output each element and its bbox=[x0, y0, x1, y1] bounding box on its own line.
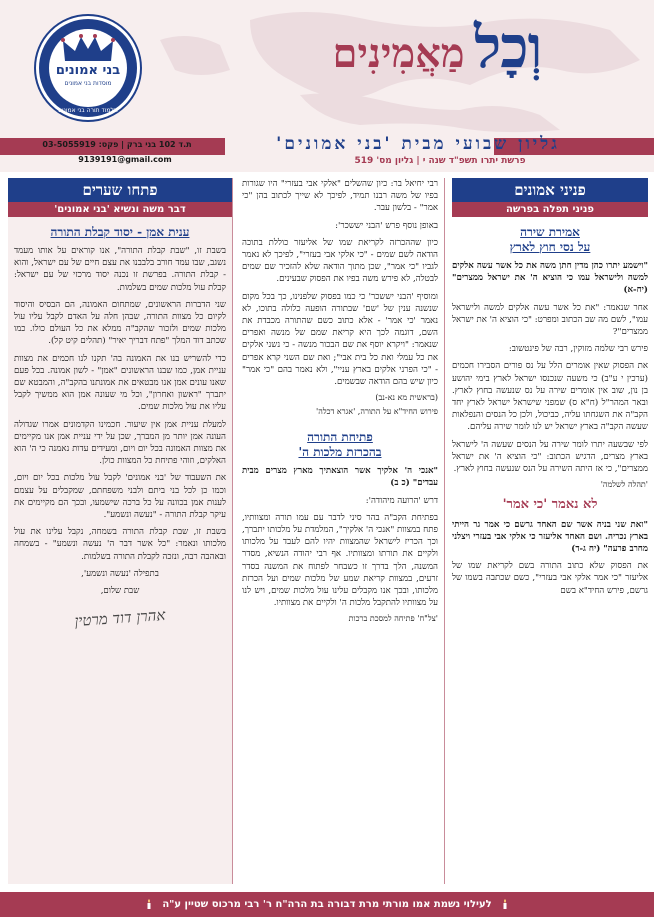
masthead bbox=[232, 13, 642, 118]
candle-icon bbox=[500, 899, 510, 909]
verse-quote: "ואת שני בניה אשר שם האחד גרשם כי אמר גר הייתי בארץ נכריה. ושם האחד אליעזר כי אלקי אבי בעזרי ויצלני מחרב פרעה" (יח ג-ד) bbox=[452, 519, 648, 554]
paragraph: את הפסוק שאין אומרים הלל על נס פורים הסבירו חכמים (ערכין י ע"ב) כי משעה שנכנסו ישראל לארץ בימי יהושע בן נון, שוב אין אומרים שירה על נס שנעשה בחוץ לארץ. ובאר המהר"ל (ח"א ס) שמפני שישראל ישראל לארץ יחד הקב"ה את השגחתו עליה, כביכול, ולכן כל הנסים והנפלאות שעשה הקב"ה בארץ ישראל יש לנו לומר שירה עליהם. bbox=[452, 361, 648, 433]
section-title-line1: אמירת שירה bbox=[520, 225, 580, 239]
column-subheading: דבר משה ונשיא 'בני אמונים' bbox=[8, 202, 232, 217]
column-pninei-emunim bbox=[452, 178, 648, 884]
verse-quote: "אנכי ה' אלקיך אשר הוצאתיך מארץ מצרים מבית עבדים" (כ ב) bbox=[242, 466, 438, 489]
paragraph: ומוסיף 'הבני יששכר' כי כמו בפסוק שלפנינו, כך בכל מקום שנשנה ענין של 'שם' שבתורה הופעה כלולה בתוכו, לא נאמר 'כי אמר' - אלא כתוב כשם שהתורה מכבדת את השם, דוגמה לכך היא קריאת שמם של מנשה ואפרים שנאמר: "ויקרא יוסף את שם הבכור מנשה - כי נשני אלקים את כל עמלי ואת כל בית אבי"; ואת שם השני קרא אפרים - "כי הפרני אלקים בארץ עניי", ולא נאמר בהם "כי אמר" כיון שיש בהם הודאה שבשמים. bbox=[242, 291, 438, 388]
column-heading: פניני אמונים bbox=[452, 178, 648, 202]
closing-line: בתפילה 'נעשה ונשמע', bbox=[81, 568, 159, 579]
crown-icon bbox=[61, 33, 115, 63]
logo-name: בני אמונים bbox=[55, 63, 121, 78]
source-note: 'תהלה לשלמה' bbox=[600, 480, 648, 490]
masthead-subtitle: גליון שבועי מבית 'בני אמונים' bbox=[276, 134, 560, 154]
section-title-line2: על נסי חוץ לארץ bbox=[509, 240, 591, 254]
column-subheading: פניני תפלה בפרשה bbox=[452, 202, 648, 217]
column-heading: פתחו שערים bbox=[8, 178, 232, 202]
logo bbox=[36, 16, 140, 120]
dedication-text: לעילוי נשמת אמו מורתי מרת דבורה בת הרה"ח ר' רבי מרכוס שטיין ע"ה bbox=[162, 899, 492, 910]
paragraph: רבי יחיאל בר: כיון שהשלים "אלקי אבי בעזרי" היו שגורות בפיו של משה רבנו תמיד, לפיכך לא שייך לכתוב בהן "כי אמר" - בלשון עבר. bbox=[242, 179, 438, 214]
candle-icon bbox=[144, 899, 154, 909]
paragraph: דרש 'הרועה מיהודה': bbox=[365, 495, 438, 506]
masthead-word-vechol: וְכָל bbox=[474, 13, 542, 81]
paragraph: את השעבוד של 'בני אמונים' לקבל עול מלכות בכל יום ויום, וכמו כן לכל בני ביתם ולבני משפחתם, שמקבלים על עצמם לענות אמן בכוונה על כל ברכה שישמעו, ובכך הם מקיימים את עיקר קבלת התורה - "נעשה ונשמע". bbox=[14, 473, 226, 521]
paragraph: שני הדברות הראשונים, שמתחום האמונה, הם הבסיס והיסוד לקיום כל מצוות התורה, שבהן חלה על האדם לקבל עליו עול מלכות שמים ולזכור שהקב"ה ממלא את כל העולם כולו. כמו שכתב דוד המלך "פתח דבריך יאיר" (תהלים קיט קל). bbox=[14, 299, 226, 347]
paragraph: בשבת זו, שבת קבלת התורה בשמחה, נקבל עלינו את עול מלכותו ונאמר: "כל אשר דבר ה' נעשה ונשמע" - בשמחה ובאהבה רבה, ונזכה לקבלת התורה בשלמות. bbox=[14, 527, 226, 562]
logo-subtitle: מוסדות בני אמונים bbox=[64, 80, 112, 87]
column-middle bbox=[242, 178, 438, 884]
issue-line: פרשת יתרו תשפ"ד שנה י | גליון מס' 519 bbox=[354, 156, 526, 166]
logo-ring-text: תלמוד תורה בני אמונים bbox=[58, 107, 118, 114]
paragraph: כדי להשריש בנו את האמונה בה' תקנו לנו חכמים את מצוות עניית אמן, כמו שבנו הראשונים "אמן" - לשון אמונה. בכל פעם שאנו עונים אמן אנו מבטאים את אמונתנו בהקב"ה, והמבטא שם יתברך "ראשון ואחרון", וכל מי שעונה אמן הוא ממשיך לקבל עליו את עול מלכות שמים. bbox=[14, 353, 226, 413]
contact-email[interactable]: 9139191@gmail.com bbox=[78, 155, 172, 164]
content-area bbox=[8, 178, 648, 884]
contact-info: ת.ד 102 בני ברק | פקס: 03-5055919 bbox=[42, 140, 192, 149]
signature: אהרן דוד מרטין bbox=[73, 606, 166, 631]
paragraph: באופן נוסף פרש 'הבני יששכר': bbox=[335, 220, 438, 231]
header bbox=[0, 0, 654, 172]
masthead-word-maaminim: מַאֲמִינִים bbox=[332, 30, 465, 77]
paragraph: בפתיחת הקב"ה בהר סיני לדבר עם עמו תורה ומצוותיו, פתח במצוות "אנכי ה' אלקיך", המלמדת על מלכותו יתברך, וכך הכריז לישראל שהמצוות יהיו להם לעבד על מלכותו ולקיים את תורתו ומצוותיו. אף רבי יהודה הנשיא, מסדר המשנה, הלך בדרך זו כשבחר לפתוח את המשנה בסדר זרעים, במצוות קריאת שמע של מלכות שמים ועל הכרזת מלכותו, ובכך אנו מקבלים עלינו עול מלכות שמים, ויש לנו על מצוותיו להתקבל מלכות ה' ולקיים את מצוותיו. bbox=[242, 512, 438, 609]
column-divider bbox=[232, 178, 233, 884]
paragraph: פירש רבי שלמה מזוקין, רבה של פינטשוב: bbox=[508, 344, 648, 355]
paragraph: אחר שנאמר: "את כל אשר עשה אלקים למשה ולישראל עמו", לשם מה שב הכתוב ומפרט: "כי הוציא ה' את ישראל ממצרים"? bbox=[452, 302, 648, 338]
column-pitchu-shearim bbox=[8, 178, 232, 884]
section-title-line1: פתיחת התורה bbox=[307, 430, 373, 445]
dedication-footer bbox=[0, 892, 654, 917]
verse-quote: "וישמע יתרו כהן מדין חתן משה את כל אשר עשה אלקים למשה ולישראל עמו כי הוציא ה' את ישראל ממצרים" (יח-א) bbox=[452, 261, 648, 296]
section-title: לא נאמר 'כי אמר' bbox=[502, 497, 598, 513]
column-divider bbox=[444, 178, 445, 884]
section-title-line2: בהכרזת מלכות ה' bbox=[298, 445, 382, 460]
source-note: 'צל"ח' פתיחה למסכת ברכות bbox=[348, 614, 438, 624]
paragraph: בשבת זו, "שבת קבלת התורה", אנו קוראים על אותו מעמד נשגב, שבו עמד חורב בלבבנו את עצם חיים של עם ישראל, והוא - קבלת התורה. בפרשת זו נכנה יסוד מרכזי של עם ישראל: קבלת עול מלכות שמים בשלמות. bbox=[14, 246, 226, 293]
closing-greeting: שבת שלום, bbox=[100, 586, 140, 597]
source-note: (בראשית מא נא-נב) bbox=[375, 393, 438, 403]
paragraph: את הפסוק שלא כתוב התורה בשם לקריאת שמו של אליעזר "כי אמר אלקי אבי בעזרי", כשם שכתבה בשמו של גרשם, פירש החיד"א בשם bbox=[452, 561, 648, 596]
paragraph: לפי שבשעה יתרו לומר שירה על הנסים שעשה ה' לישראל בארץ מצרים, הדגיש הכתוב: "כי הוציא ה' את ישראל ממצרים", כי אז היתה השירה על הנס שנעשה בחוץ לארץ. bbox=[452, 439, 648, 475]
paragraph: כיון שההכרזה לקריאת שמו של אליעזר כוללת בתוכה הודאה לשם שמים - "כי אלקי אבי בעזרי", לפיכך לא נאמר לגביו "כי אמר", שכן מתוך הודאה שלא להזכיר שם שמים לבטלה, לא פירש משה בפיו את הפסוק שבעינים. bbox=[242, 237, 438, 285]
section-title: ענית אמן - יסוד קבלת התורה bbox=[50, 225, 190, 239]
section-title bbox=[452, 225, 648, 255]
column-body bbox=[8, 225, 232, 631]
section-title bbox=[242, 430, 438, 460]
source-note: פירוש החיד"א על התורה, 'אגרא דכלה' bbox=[316, 407, 438, 417]
paragraph: למעלת עניית אמן אין שיעור. חכמינו הקדמונים אמרו שגדולה העונה אמן יותר מן המברך, שכן על ידי עניית אמן אנו מקיימים את מצוות האמונה בכל יום ויום, ומעידים עדות נאמנה כי ה' הוא האלקים, וזוהי פתיחת כל המצוות כולן. bbox=[14, 419, 226, 467]
